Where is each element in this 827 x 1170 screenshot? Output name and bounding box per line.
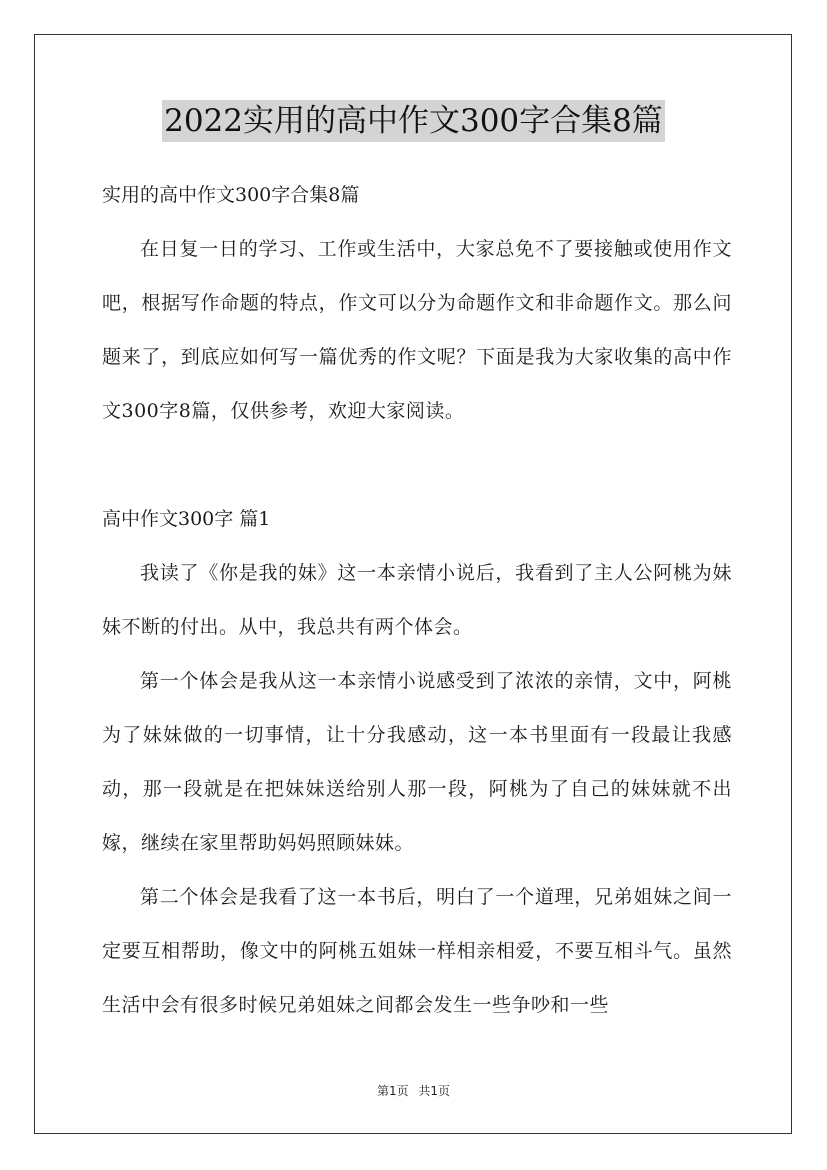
intro-paragraph: 在日复一日的学习、工作或生活中，大家总免不了要接触或使用作文吧，根据写作命题的特点，作文可以分为命题作文和非命题作文。那么问题来了，到底应如何写一篇优秀的作文呢？下面是我为大家收集的高中作文300字8篇，仅供参考，欢迎大家阅读。: [102, 238, 732, 422]
section-paragraph-2: 第一个体会是我从这一本亲情小说感受到了浓浓的亲情，文中，阿桃为了妹妹做的一切事情，让十分我感动，这一本书里面有一段最让我感动，那一段就是在把妹妹送给别人那一段，阿桃为了自己的妹妹就不出嫁，继续在家里帮助妈妈照顾妹妹。: [102, 670, 732, 854]
page-total: 共1页: [418, 1084, 451, 1098]
section-heading: 高中作文300字 篇1: [102, 508, 271, 530]
document-subtitle: 实用的高中作文300字合集8篇: [102, 184, 360, 206]
section-paragraph-1: 我读了《你是我的妹》这一本亲情小说后，我看到了主人公阿桃为妹妹不断的付出。从中，我总共有两个体会。: [102, 562, 732, 638]
section-paragraph-3: 第二个体会是我看了这一本书后，明白了一个道理，兄弟姐妹之间一定要互相帮助，像文中的阿桃五姐妹一样相亲相爱，不要互相斗气。虽然生活中会有很多时候兄弟姐妹之间都会发生一些争吵和一些: [102, 886, 732, 1016]
document-title: 2022实用的高中作文300字合集8篇: [162, 100, 665, 142]
section-body: [102, 546, 732, 1032]
page-footer: [0, 1082, 827, 1099]
page-number: 第1页: [376, 1084, 409, 1098]
title-container: [0, 100, 827, 142]
intro-block: [102, 222, 732, 438]
